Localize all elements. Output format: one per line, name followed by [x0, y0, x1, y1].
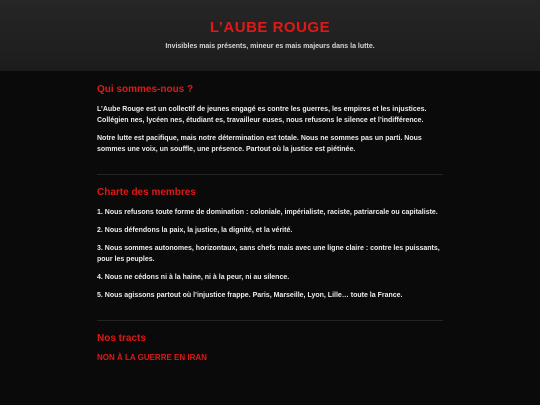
- site-title: L’AUBE ROUGE: [209, 19, 331, 36]
- site-header: [0, 0, 540, 71]
- about-heading: Qui sommes-nous ?: [97, 84, 194, 95]
- charter-item: 4. Nous ne cédons ni à la haine, ni à la peur, ni au silence.: [97, 274, 290, 281]
- charter-section: [97, 174, 443, 320]
- main-content: [97, 71, 443, 374]
- tracts-section: [97, 320, 443, 374]
- tract-title[interactable]: NON À LA GUERRE EN IRAN: [97, 353, 207, 362]
- charter-item: 3. Nous sommes autonomes, horizontaux, sans chefs mais avec une ligne claire : contre les puissants, pour les peuples.: [97, 245, 440, 263]
- about-paragraph: L’Aube Rouge est un collectif de jeunes engagé es contre les guerres, les empires et les injustices. Collégien nes, lycéen nes, étudiant es, travailleur euses, nous refusons le silence et l’indifférence.: [97, 106, 427, 124]
- site-tagline: Invisibles mais présents, mineur es mais majeurs dans la lutte.: [165, 43, 375, 50]
- charter-item: 1. Nous refusons toute forme de domination : coloniale, impérialiste, raciste, patriarcale ou capitaliste.: [97, 209, 438, 216]
- about-section: [97, 84, 443, 174]
- about-paragraph: Notre lutte est pacifique, mais notre détermination est totale. Nous ne sommes pas un parti. Nous sommes une voix, un souffle, une présence. Partout où la justice est piétinée.: [97, 135, 422, 153]
- tracts-heading: Nos tracts: [97, 333, 146, 344]
- charter-heading: Charte des membres: [97, 187, 196, 198]
- charter-item: 2. Nous défendons la paix, la justice, la dignité, et la vérité.: [97, 227, 293, 234]
- charter-item: 5. Nous agissons partout où l’injustice frappe. Paris, Marseille, Lyon, Lille… toute la France.: [97, 292, 403, 299]
